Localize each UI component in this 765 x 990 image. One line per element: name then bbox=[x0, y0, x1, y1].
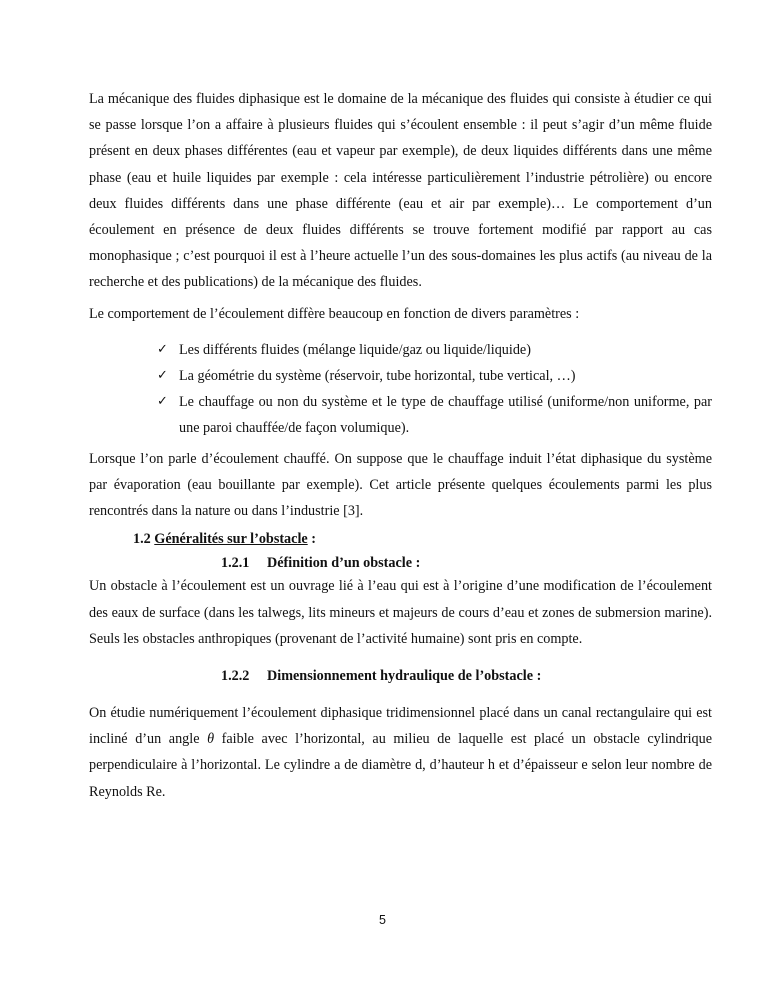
section-number: 1.2 bbox=[133, 531, 151, 548]
page-content bbox=[89, 86, 712, 805]
obstacle-definition-paragraph: Un obstacle à l’écoulement est un ouvrage lié à l’eau qui est à l’origine d’une modification de l’écoulement des eaux de surface (dans les talwegs, lits mineurs et majeurs de cours d’eau et zones de submersion marine). Seuls les obstacles anthropiques (provenant de l’activité humaine) sont pris en compte. bbox=[89, 578, 712, 647]
checklist-item bbox=[157, 389, 712, 441]
checklist-item-text: Le chauffage ou non du système et le type de chauffage utilisé (uniforme/non uniforme, par une paroi chauffée/de façon volumique). bbox=[179, 393, 712, 436]
checklist-item-text: La géométrie du système (réservoir, tube horizontal, tube vertical, …) bbox=[179, 367, 576, 384]
numerical-study-paragraph bbox=[89, 700, 712, 805]
theta-symbol: θ bbox=[207, 731, 215, 748]
checklist-item bbox=[157, 337, 712, 363]
paragraph-text-part: On étudie numériquement l’écoulement diphasique tridimensionnel placé dans un canal rectangulaire qui est incliné d’un angle bbox=[89, 705, 712, 748]
intro-paragraph: La mécanique des fluides diphasique est le domaine de la mécanique des fluides qui consiste à étudier ce qui se passe lorsque l’on a affaire à plusieurs fluides qui s’écoulent ensemble : il peut s’agir d’un même fluide présent en deux phases différentes (eau et vapeur par exemple), de deux liquides différents dans une même phase (eau et huile liquides par exemple : cela intéresse particulièrement l’industrie pétrolière) ou encore deux fluides différents dans une phase différente (eau et air par exemple)… Le comportement d’un écoulement en présence de deux fluides différents se trouve fortement modifié par rapport au cas monophasique ; c’est pourquoi il est à l’heure actuelle l’un des sous-domaines les plus actifs (au niveau de la recherche et des publications) de la mécanique des fluides. bbox=[89, 91, 712, 291]
subsection-number: 1.2.2 bbox=[221, 668, 250, 685]
checkmark-icon: ✓ bbox=[157, 341, 168, 357]
page-number: 5 bbox=[379, 913, 386, 927]
subsection-title: Définition d’un obstacle : bbox=[267, 555, 421, 572]
parameters-checklist bbox=[89, 337, 712, 441]
paragraph-text-part: faible avec l’horizontal, au milieu de laquelle est placé un obstacle cylindrique perpendiculaire à l’horizontal. Le cylindre a de diamètre d, d’hauteur h et d’épaisseur e selon leur nombre de Reynolds Re. bbox=[89, 731, 712, 800]
section-heading-1-2 bbox=[133, 529, 712, 549]
parameters-lead-paragraph: Le comportement de l’écoulement diffère beaucoup en fonction de divers paramètres : bbox=[89, 305, 580, 322]
section-title: Généralités sur l’obstacle bbox=[154, 531, 308, 548]
section-title-suffix: : bbox=[307, 531, 316, 548]
checkmark-icon: ✓ bbox=[157, 393, 168, 409]
checklist-item bbox=[157, 363, 712, 389]
subsection-heading-1-2-2 bbox=[221, 666, 712, 686]
checkmark-icon: ✓ bbox=[157, 367, 168, 383]
heated-flow-paragraph: Lorsque l’on parle d’écoulement chauffé. On suppose que le chauffage induit l’état diphasique du système par évaporation (eau bouillante par exemple). Cet article présente quelques écoulements parmi les plus rencontrés dans la nature ou dans l’industrie [3]. bbox=[89, 450, 712, 520]
subsection-title: Dimensionnement hydraulique de l’obstacle : bbox=[267, 668, 542, 685]
subsection-number: 1.2.1 bbox=[221, 555, 250, 572]
checklist-item-text: Les différents fluides (mélange liquide/gaz ou liquide/liquide) bbox=[179, 341, 531, 358]
subsection-heading-1-2-1 bbox=[221, 553, 712, 573]
